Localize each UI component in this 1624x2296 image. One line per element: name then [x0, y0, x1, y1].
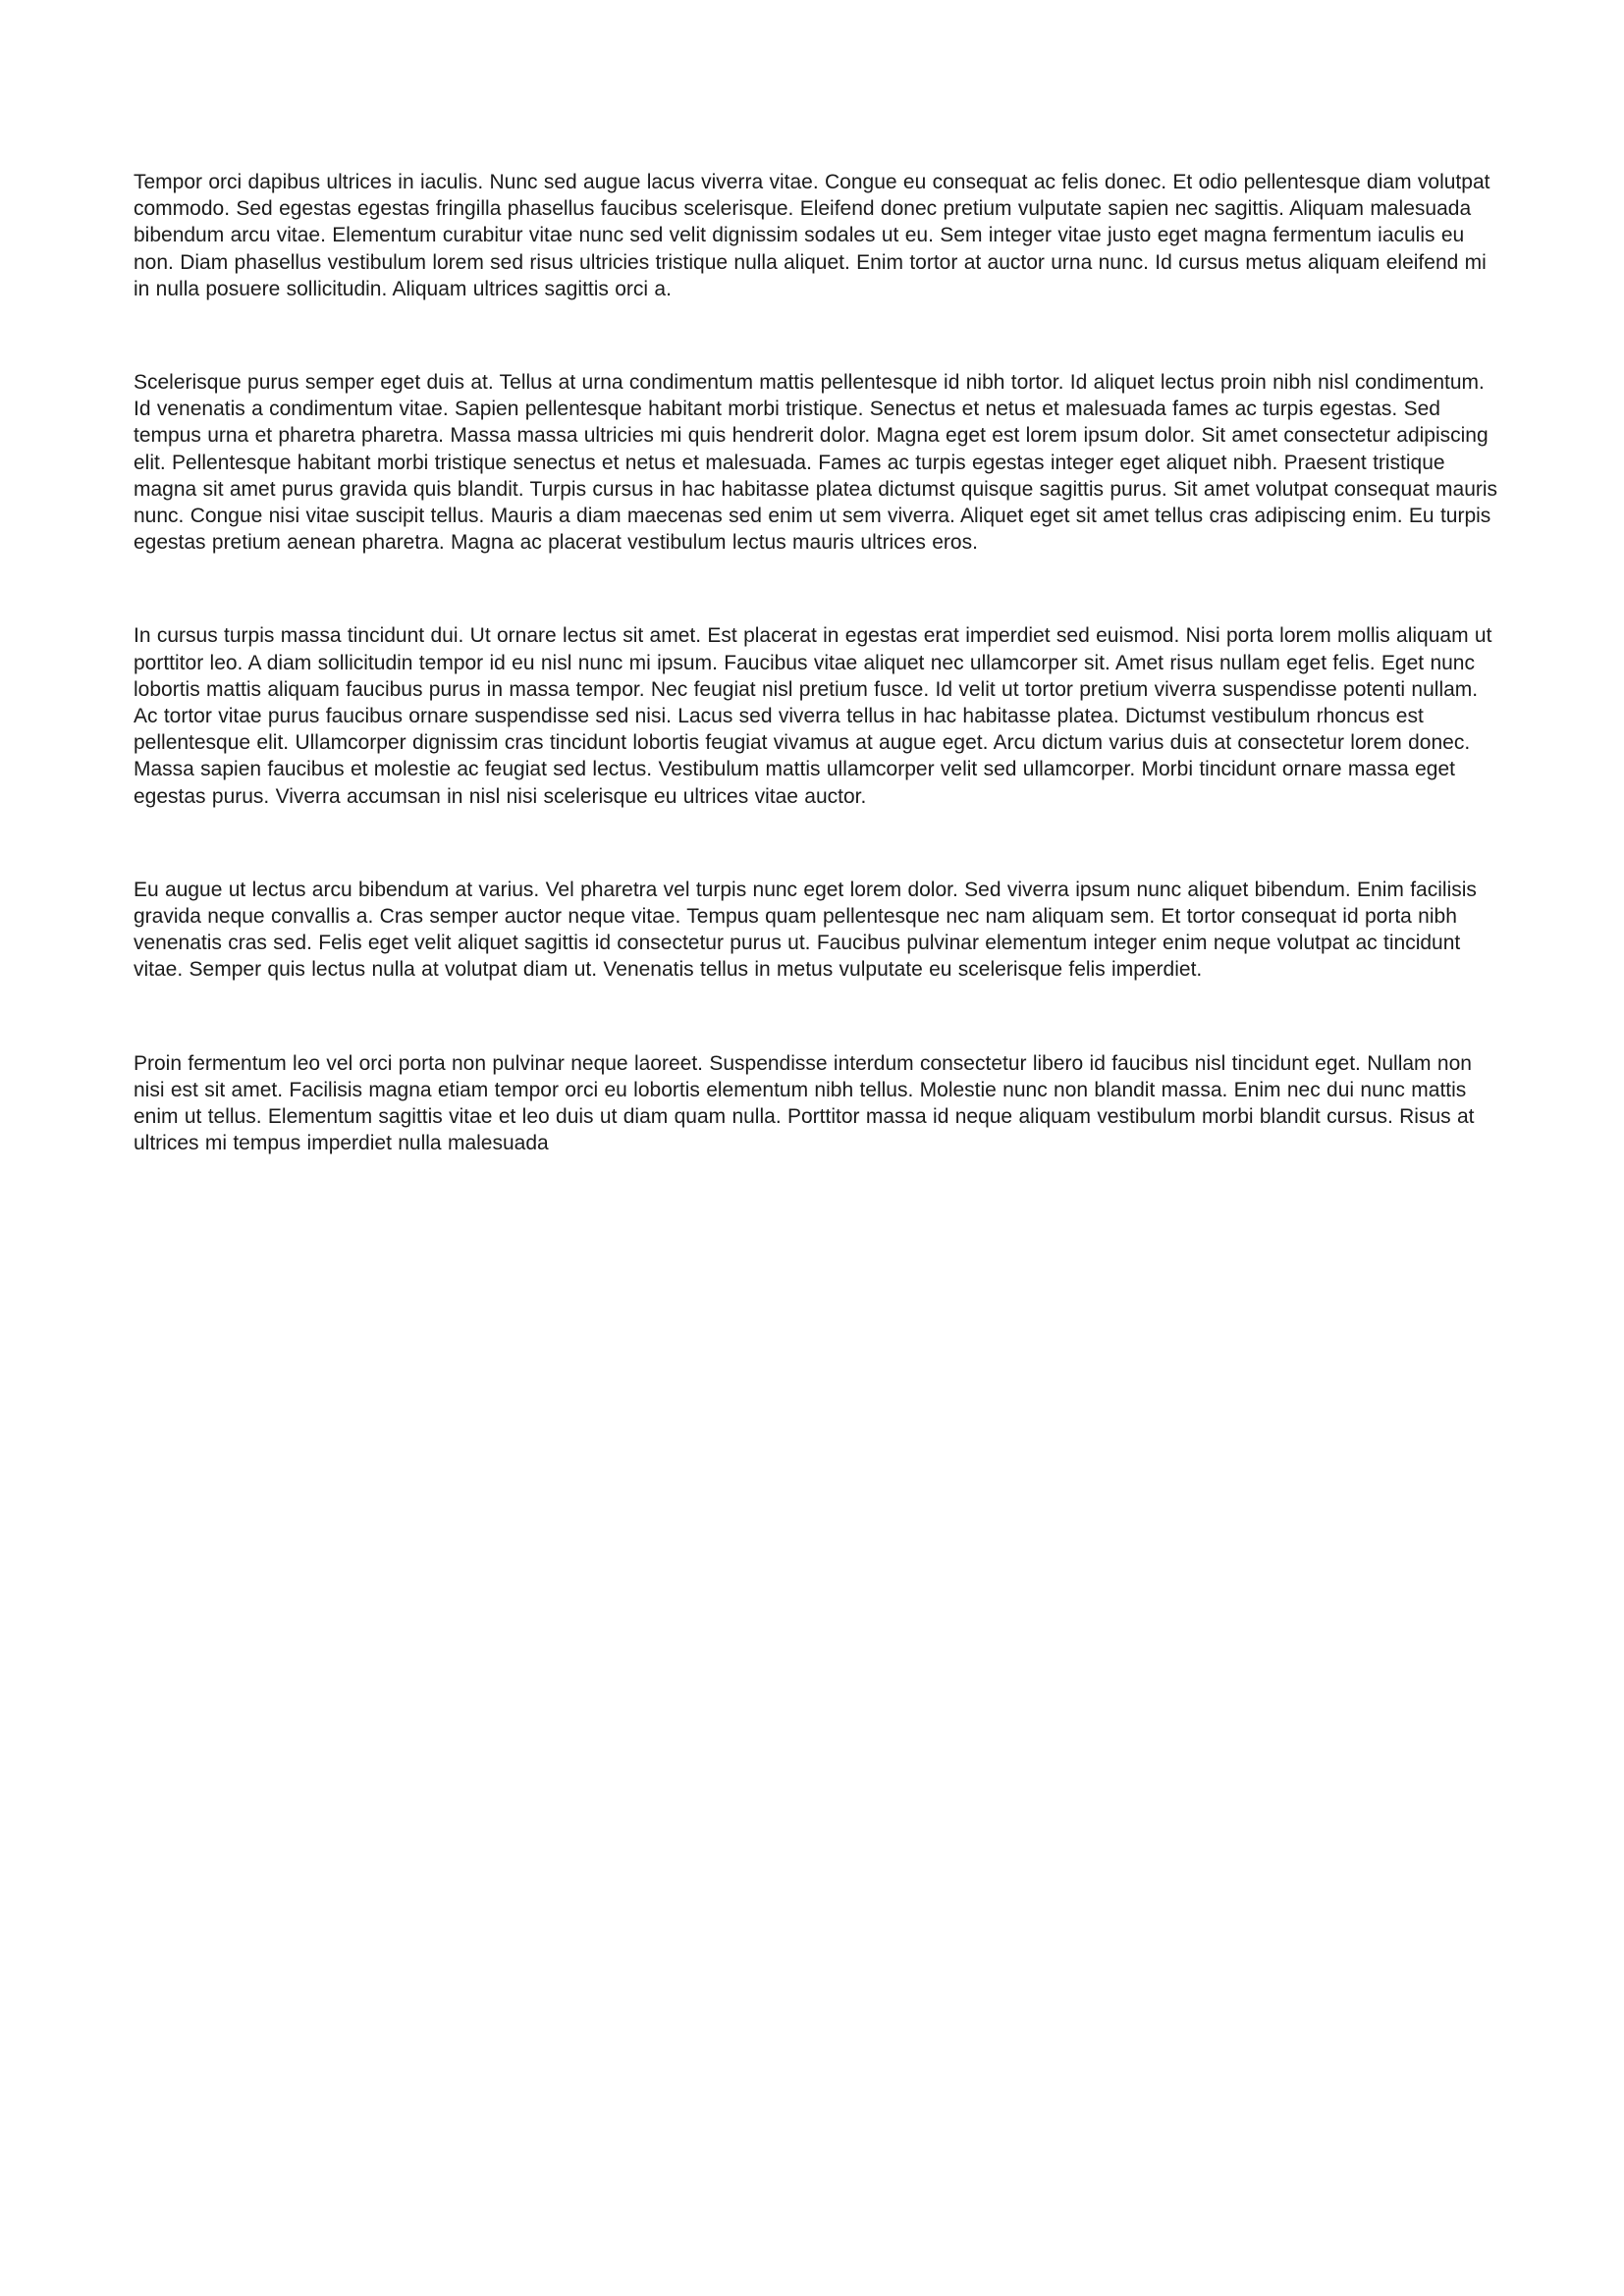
paragraph: Tempor orci dapibus ultrices in iaculis. Nunc sed augue lacus viverra vitae. Congue eu consequat ac felis donec. Et odio pellentesque diam volutpat commodo. Sed egestas egestas fringilla phasellus faucibus scelerisque. Eleifend donec pretium vulputate sapien nec sagittis. Aliquam malesuada bibendum arcu vitae. Elementum curabitur vitae nunc sed velit dignissim sodales ut eu. Sem integer vitae justo eget magna fermentum iaculis eu non. Diam phasellus vestibulum lorem sed risus ultricies tristique nulla aliquet. Enim tortor at auctor urna nunc. Id cursus metus aliquam eleifend mi in nulla posuere sollicitudin. Aliquam ultrices sagittis orci a. — [134, 171, 1490, 300]
paragraph: Proin fermentum leo vel orci porta non pulvinar neque laoreet. Suspendisse interdum consectetur libero id faucibus nisl tincidunt eget. Nullam non nisi est sit amet. Facilisis magna etiam tempor orci eu lobortis elementum nibh tellus. Molestie nunc non blandit massa. Enim nec dui nunc mattis enim ut tellus. Elementum sagittis vitae et leo duis ut diam quam nulla. Porttitor massa id neque aliquam vestibulum morbi blandit cursus. Risus at ultrices mi tempus imperdiet nulla malesuada — [134, 1051, 1475, 1155]
document-content — [134, 169, 1498, 1156]
paragraph: In cursus turpis massa tincidunt dui. Ut ornare lectus sit amet. Est placerat in egestas erat imperdiet sed euismod. Nisi porta lorem mollis aliquam ut porttitor leo. A diam sollicitudin tempor id eu nisl nunc mi ipsum. Faucibus vitae aliquet nec ullamcorper sit. Amet risus nullam eget felis. Eget nunc lobortis mattis aliquam faucibus purus in massa tempor. Nec feugiat nisl pretium fusce. Id velit ut tortor pretium viverra suspendisse potenti nullam. Ac tortor vitae purus faucibus ornare suspendisse sed nisi. Lacus sed viverra tellus in hac habitasse platea. Dictumst vestibulum rhoncus est pellentesque elit. Ullamcorper dignissim cras tincidunt lobortis feugiat vivamus at augue eget. Arcu dictum varius duis at consectetur lorem donec. Massa sapien faucibus et molestie ac feugiat sed lectus. Vestibulum mattis ullamcorper velit sed ullamcorper. Morbi tincidunt ornare massa eget egestas purus. Viverra accumsan in nisl nisi scelerisque eu ultrices vitae auctor. — [134, 624, 1492, 808]
paragraph: Scelerisque purus semper eget duis at. Tellus at urna condimentum mattis pellentesque id nibh tortor. Id aliquet lectus proin nibh nisl condimentum. Id venenatis a condimentum vitae. Sapien pellentesque habitant morbi tristique. Senectus et netus et malesuada fames ac turpis egestas. Sed tempus urna et pharetra pharetra. Massa massa ultricies mi quis hendrerit dolor. Magna eget est lorem ipsum dolor. Sit amet consectetur adipiscing elit. Pellentesque habitant morbi tristique senectus et netus et malesuada. Fames ac turpis egestas integer eget aliquet nibh. Praesent tristique magna sit amet purus gravida quis blandit. Turpis cursus in hac habitasse platea dictumst quisque sagittis purus. Sit amet volutpat consequat mauris nunc. Congue nisi vitae suscipit tellus. Mauris a diam maecenas sed enim ut sem viverra. Aliquet eget sit amet tellus cras adipiscing enim. Eu turpis egestas pretium aenean pharetra. Magna ac placerat vestibulum lectus mauris ultrices eros. — [134, 371, 1498, 555]
paragraph: Eu augue ut lectus arcu bibendum at varius. Vel pharetra vel turpis nunc eget lorem dolor. Sed viverra ipsum nunc aliquet bibendum. Enim facilisis gravida neque convallis a. Cras semper auctor neque vitae. Tempus quam pellentesque nec nam aliquam sem. Et tortor consequat id porta nibh venenatis cras sed. Felis eget velit aliquet sagittis id consectetur purus ut. Faucibus pulvinar elementum integer enim neque volutpat ac tincidunt vitae. Semper quis lectus nulla at volutpat diam ut. Venenatis tellus in metus vulputate eu scelerisque felis imperdiet. — [134, 878, 1477, 982]
